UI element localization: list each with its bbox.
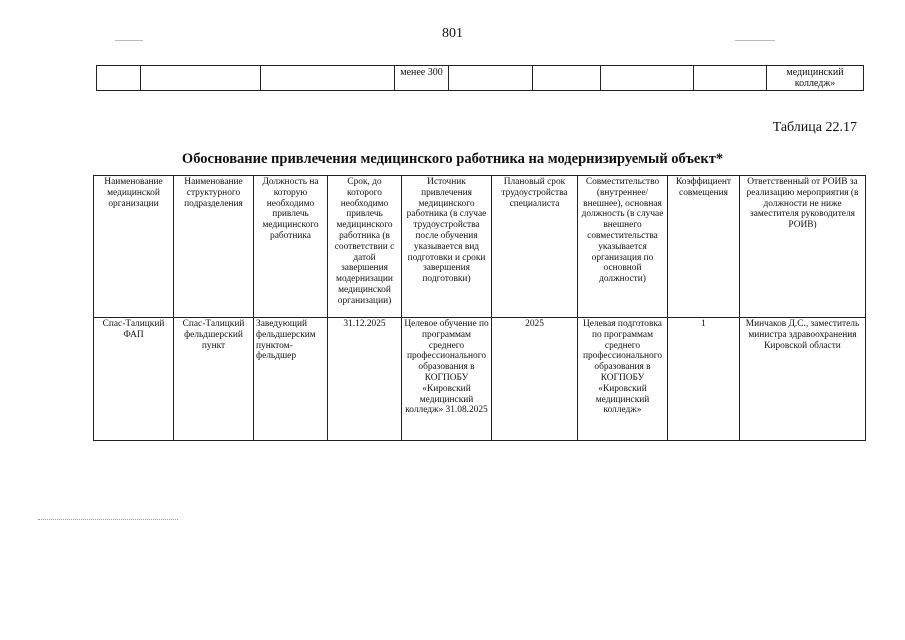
- table-row: [97, 66, 864, 91]
- table-header-row: [94, 176, 866, 318]
- table-cell: 2025: [492, 318, 578, 441]
- table-cell: [261, 66, 395, 91]
- table-cell: [601, 66, 694, 91]
- table-cell: 1: [668, 318, 740, 441]
- table-cell: Заведующий фельдшерским пунктом-фельдшер: [254, 318, 328, 441]
- table-cell: медицинский колледж»: [767, 66, 864, 91]
- table-cell: Целевая подготовка по программам среднего профессионального образования в КОГПОБУ «Кировский медицинский колледж»: [578, 318, 668, 441]
- scan-artifact: [115, 40, 143, 41]
- column-header: Коэффициент совмещения: [668, 176, 740, 318]
- table-cell: Спас-Талицкий фельдшерский пункт: [174, 318, 254, 441]
- column-header: Должность на которую необходимо привлечь медицинского работника: [254, 176, 328, 318]
- table-cell: 31.12.2025: [328, 318, 402, 441]
- table-cell: Целевое обучение по программам среднего профессионального образования в КОГПОБУ «Кировский медицинский колледж» 31.08.2025: [402, 318, 492, 441]
- table-cell: [449, 66, 533, 91]
- page-number: 801: [442, 26, 463, 41]
- scan-artifact: [735, 40, 775, 41]
- scan-artifact-dots: [38, 519, 178, 522]
- column-header: Источник привлечения медицинского работника (в случае трудоустройства после обучения указывается вид подготовки и сроки завершения подготовки): [402, 176, 492, 318]
- column-header: Совместительство (внутреннее/внешнее), основная должность (в случае внешнего совместительства указывается организация по основной должности): [578, 176, 668, 318]
- table-cell: [533, 66, 601, 91]
- column-header: Срок, до которого необходимо привлечь медицинского работника (в соответствии с датой завершения модернизации медицинской организации): [328, 176, 402, 318]
- table-cell: [97, 66, 141, 91]
- column-header: Ответственный от РОИВ за реализацию мероприятия (в должности не ниже заместителя руководителя РОИВ): [740, 176, 866, 318]
- table-number: Таблица 22.17: [772, 120, 857, 135]
- table-cell: менее 300: [395, 66, 449, 91]
- table-cell: [694, 66, 767, 91]
- table-row: [94, 318, 866, 441]
- column-header: Наименование медицинской организации: [94, 176, 174, 318]
- table-title: Обоснование привлечения медицинского работника на модернизируемый объект*: [181, 151, 724, 167]
- continued-table-fragment: [96, 65, 864, 91]
- table-cell: Минчаков Д.С., заместитель министра здравоохранения Кировской области: [740, 318, 866, 441]
- staffing-justification-table: [93, 175, 866, 441]
- table-cell: [141, 66, 261, 91]
- column-header: Плановый срок трудоустройства специалиста: [492, 176, 578, 318]
- column-header: Наименование структурного подразделения: [174, 176, 254, 318]
- table-cell: Спас-Талицкий ФАП: [94, 318, 174, 441]
